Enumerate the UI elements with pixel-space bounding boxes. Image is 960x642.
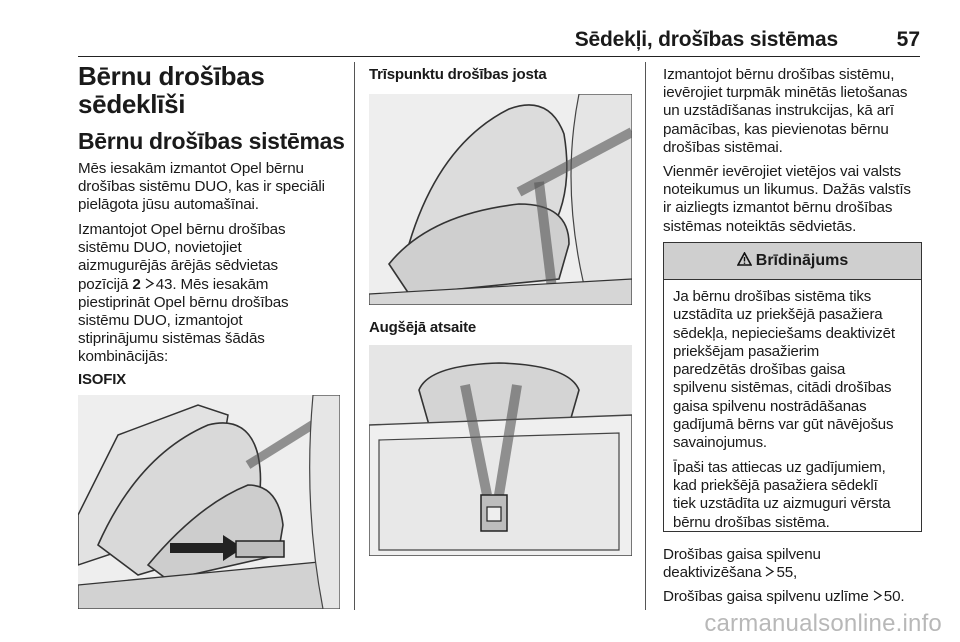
text-line: noteikumus un likumus. Dažās valstīs	[663, 181, 911, 199]
text-line: Vienmēr ievērojiet vietējos vai valsts	[663, 163, 901, 180]
text-line: pamācības, kas pievienotas bērnu	[663, 120, 889, 138]
text-line: ir aizliegts izmantot bērnu drošības	[663, 199, 893, 217]
text-line: Mēs iesakām izmantot Opel bērnu	[78, 160, 304, 177]
text-line: ievērojiet turpmāk minētās lietošanas	[663, 84, 908, 102]
position-prefix: pozīcijā	[78, 275, 129, 293]
page-number: 57	[896, 28, 920, 51]
text-line: piestiprināt Opel bērnu drošības	[78, 293, 289, 311]
text-line: Īpaši tas attiecas uz gadījumiem,	[673, 458, 886, 476]
page-ref-link[interactable]: 43. Mēs iesakām	[155, 275, 269, 293]
text-line: uzstādīta uz priekšējā pasažiera	[673, 306, 883, 324]
col1-para-2	[78, 221, 348, 367]
subsection-title: Bērnu drošības sistēmas	[78, 128, 345, 154]
section-title-line-1: Bērnu drošības	[78, 61, 265, 91]
running-header-title: Sēdekļi, drošības sistēmas	[574, 28, 838, 51]
top-tether-illustration	[369, 345, 632, 556]
warning-para-1	[673, 288, 913, 453]
text-fragment: deaktivizēšana	[663, 564, 762, 582]
text-line: Ja bērnu drošības sistēma tiks	[673, 288, 872, 305]
text-line: sistēmu DUO, novietojiet	[78, 239, 242, 257]
page-ref-arrow-icon	[145, 276, 156, 294]
column-divider-2	[645, 62, 646, 610]
text-line: drošības sistēmu DUO, kas ir speciāli	[78, 178, 325, 196]
text-line	[663, 564, 925, 582]
isofix-heading: ISOFIX	[78, 371, 126, 388]
text-line: Izmantojot Opel bērnu drošības	[78, 221, 286, 238]
text-line: drošības sistēmai.	[663, 138, 783, 156]
page-ref-link[interactable]: 55,	[776, 564, 798, 582]
text-line: Izmantojot bērnu drošības sistēmu,	[663, 66, 895, 83]
col3-after-1	[663, 546, 925, 582]
text-line: Drošības gaisa spilvenu	[663, 546, 821, 563]
text-line: sistēmas noteiktās sēdvietās.	[663, 217, 857, 235]
section-title-line-2: sēdeklīši	[78, 89, 186, 119]
warning-triangle-icon	[737, 252, 752, 271]
text-fragment: Drošības gaisa spilvenu uzlīme	[663, 588, 869, 605]
page-ref-arrow-icon	[873, 588, 884, 606]
text-line: sistēmu DUO, izmantojot	[78, 312, 243, 330]
col3-para-2	[663, 163, 925, 236]
page-ref-arrow-icon	[765, 564, 776, 582]
text-line: tiek uzstādīta uz aizmuguri vērsta	[673, 495, 891, 513]
text-line: paredzētās drošības gaisa	[673, 361, 846, 379]
three-point-belt-illustration	[369, 94, 632, 305]
col1-para-1	[78, 160, 348, 215]
three-point-belt-heading: Trīspunktu drošības josta	[369, 66, 547, 83]
text-line: savainojumus.	[673, 434, 767, 452]
column-divider-1	[354, 62, 355, 610]
col3-after-2	[663, 588, 925, 606]
col3-para-1	[663, 66, 925, 157]
text-line: stiprinājumu sistēmas šādās	[78, 330, 265, 348]
text-line: un uzstādīšanas instrukcijas, kā arī	[663, 102, 894, 120]
position-number: 2	[132, 275, 141, 293]
warning-para-2	[673, 459, 913, 532]
text-line: aizmugurējās ārējās sēdvietas	[78, 257, 278, 275]
warning-title: Brīdinājums	[755, 252, 849, 269]
isofix-illustration	[78, 395, 340, 609]
text-line: kad priekšējā pasažiera sēdeklī	[673, 476, 878, 494]
section-title	[78, 62, 265, 118]
text-line-position	[78, 276, 348, 294]
text-line: spilvenu sistēmas, citādi drošības	[673, 379, 892, 397]
text-line: kombinācijās:	[78, 348, 169, 366]
text-line: sēdekļa, nepieciešams deaktivizēt	[673, 324, 895, 342]
top-tether-heading: Augšējā atsaite	[369, 319, 477, 336]
text-line: pielāgota jūsu automašīnai.	[78, 196, 259, 214]
text-line: bērnu drošības sistēma.	[673, 513, 830, 531]
page-ref-link[interactable]: 50.	[883, 588, 905, 605]
text-line: gaisa spilvenu nostrādāšanas	[673, 397, 867, 415]
watermark: carmanualsonline.info	[704, 610, 942, 637]
warning-body	[664, 280, 921, 532]
text-line: priekšējam pasažierim	[673, 342, 820, 360]
warning-box	[663, 242, 922, 532]
header-rule	[78, 56, 920, 57]
warning-header	[664, 243, 921, 280]
text-line: gadījumā bērns var gūt nāvējošus	[673, 416, 894, 434]
